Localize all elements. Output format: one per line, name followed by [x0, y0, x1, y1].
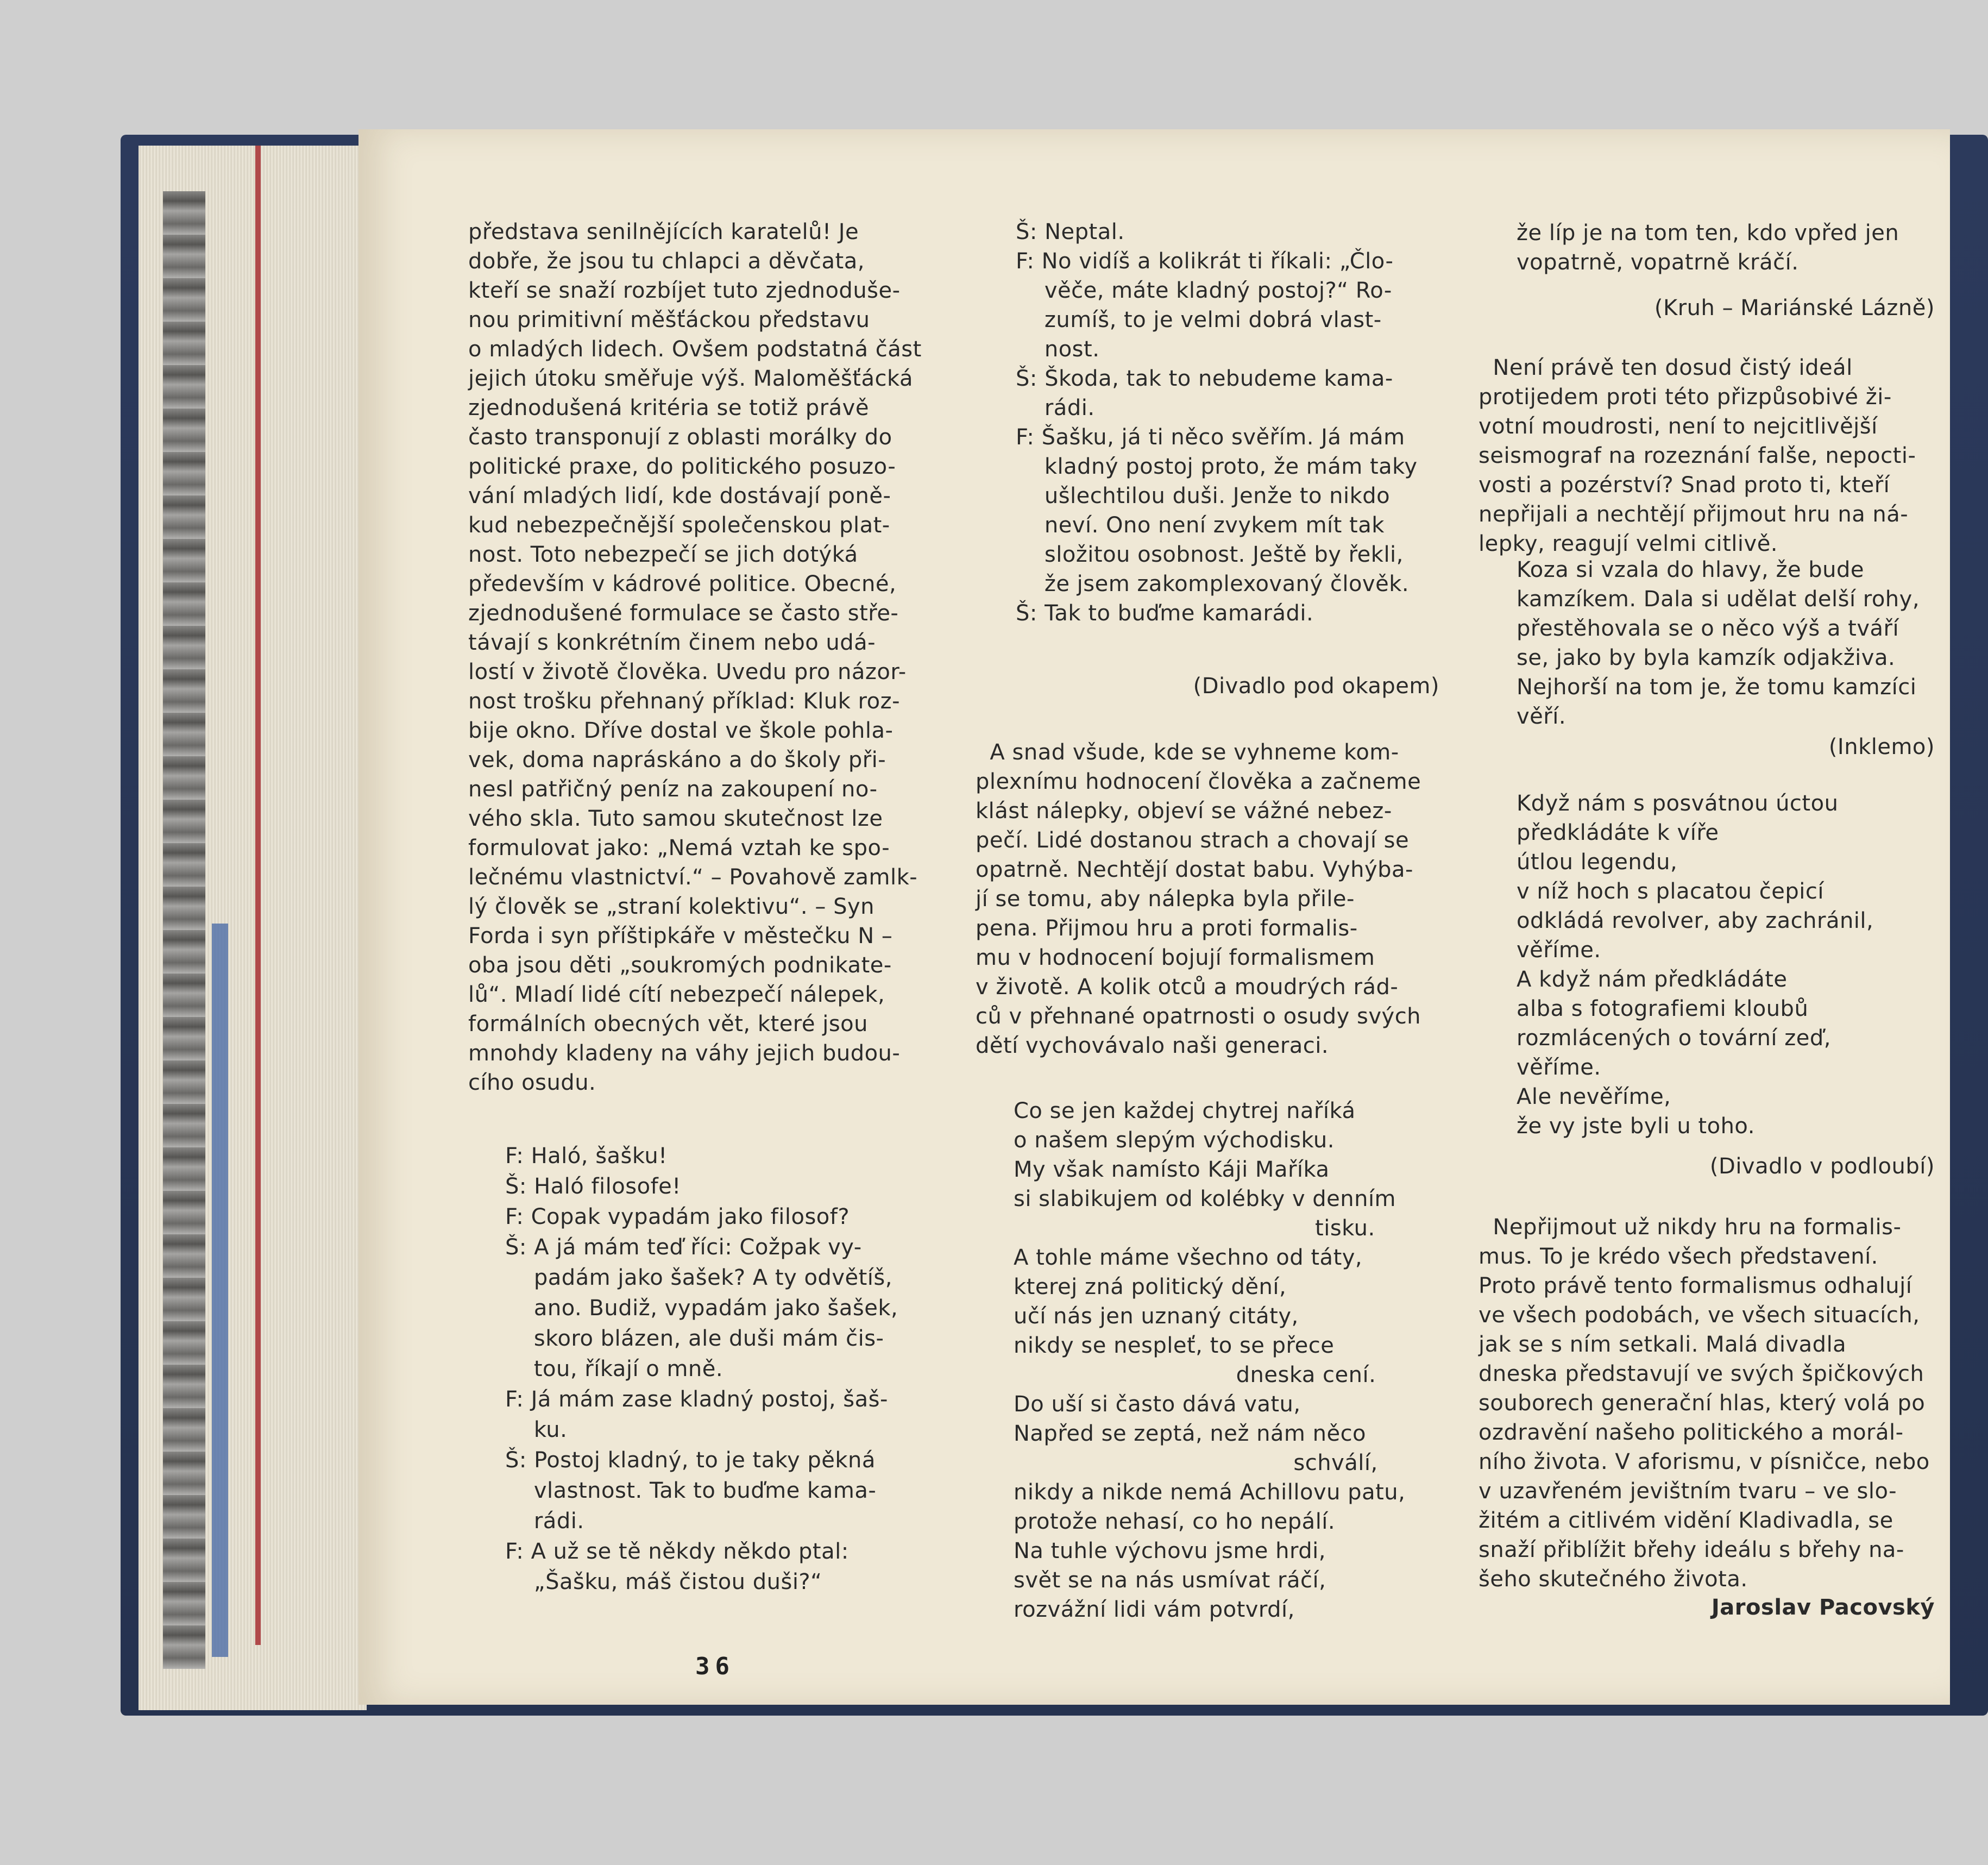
- col3-poem1: že líp je na tom ten, kdo vpřed jen vopatrně, vopatrně kráčí.: [1517, 221, 1899, 275]
- col3-paragraph1: Není právě ten dosud čistý ideál protijedem proti této přizpůsobivé ži- votní moudrosti, není to nejcitlivější seismograf na rozeznání falše, nepocti- vosti a pozérství? Snad proto ti, kteří nepřijali a nechtějí přijmout hru na ná- lepky, reagují velmi citlivě.: [1479, 355, 1916, 556]
- author-signature: Jaroslav Pacovský: [1711, 1595, 1935, 1620]
- col2-poem: Co se jen každej chytrej naříká o našem slepým východisku. My však namísto Káji Maříka si slabikujem od kolébky v denním tisku. A tohle máme všechno od táty, kterej zná politický dění, učí nás jen uznaný citáty, nikdy se nespleť, to se přece dneska cení. Do uší si často dává vatu, Napřed se zeptá, než nám něco schválí, nikdy a nikde nemá Achillovu patu, protože nehasí, co ho nepálí. Na tuhle výchovu jsme hrdi, svět se na nás usmívat ráčí, rozvážní lidi vám potvrdí,: [1014, 1098, 1406, 1622]
- col1-dialogue: F: Haló, šašku! Š: Haló filosofe! F: Copak vypadám jako filosof? Š: A já mám teď říci: Cožpak vy- padám jako šašek? A ty odvětíš, ano. Budiž, vypadám jako šašek, skoro blázen, ale duši mám čis- tou, říkají o mně. F: Já mám zase kladný postoj, šaš- ku. Š: Postoj kladný, to je taky pěkná vlastnost. Tak to buďme kama- rádi. F: A už se tě někdy někdo ptal: „Šašku, máš čistou duši?“: [505, 1144, 898, 1594]
- photo-strip: [163, 191, 205, 1669]
- blue-strip: [212, 924, 228, 1657]
- col2-paragraph: A snad všude, kde se vyhneme kom- plexnímu hodnocení člověka a začneme klást nálepky, objeví se vážné nebez- pečí. Lidé dostanou strach a chovají se opatrně. Nechtějí dostat babu. Vyhýba- jí se tomu, aby nálepka byla přile- pena. Přijmou hru a proti formalis- mu v hodnocení bojují formalismem v životě. A kolik otců a moudrých rád- ců v přehnané opatrnosti o osudy svých dětí vychovávalo naši generaci.: [976, 740, 1421, 1058]
- col3-source1: (Kruh – Mariánské Lázně): [1654, 296, 1935, 321]
- col3-paragraph2: Nepřijmout už nikdy hru na formalis- mus. To je krédo všech představení. Proto právě tento formalismus odhalují ve všech podobách, ve všech situacích, jak se s ním setkali. Malá divadla dneska představují ve svých špičkových souborech generační hlas, který volá po ozdravění našeho politického a morál- ního života. V aforismu, v písničce, nebo v uzavřeném jevištním tvaru – ve slo- žitém a citlivém vidění Kladivadla, se snaží přiblížit břehy ideálu s břehy na- šeho skutečného života.: [1479, 1215, 1930, 1592]
- col2-source1: (Divadlo pod okapem): [1193, 674, 1439, 699]
- col3-quote: Koza si vzala do hlavy, že bude kamzíkem. Dala si udělat delší rohy, přestěhovala se o něco výš a tváří se, jako by byla kamzík odjakživa. Nejhorší na tom je, že tomu kamzíci věří.: [1517, 557, 1920, 729]
- col3-source3: (Divadlo v podloubí): [1709, 1154, 1935, 1179]
- red-strip: [255, 146, 261, 1645]
- col1-paragraph: představa senilnějících karatelů! Je dobře, že jsou tu chlapci a děvčata, kteří se snaží rozbíjet tuto zjednoduše- nou primitivní měšťáckou představu o mladých lidech. Ovšem podstatná část jejich útoku směřuje výš. Maloměšťácká zjednodušená kritéria se totiž právě často transponují z oblasti morálky do politické praxe, do politického posuzo- vání mladých lidí, kde dostávají poně- kud nebezpečnější společenskou plat- nost. Toto nebezpečí se jich dotýká především v kádrové politice. Obecné, zjednodušené formulace se často stře- távají s konkrétním činem nebo udá- lostí v životě člověka. Uvedu pro názor- nost trošku přehnaný příklad: Kluk roz- bije okno. Dříve dostal ve škole pohla- vek, doma napráskáno a do školy při- nesl patřičný peníz na zakoupení no- vého skla. Tuto samou skutečnost lze formulovat jako: „Nemá vztah ke spo- lečnému vlastnictví.“ – Povahově zamlk- lý člověk se „straní kolektivu“. – Syn Forda i syn příštipkáře v městečku N – oba jsou děti „soukromých podnikate- lů“. Mladí lidé cítí nebezpečí nálepek, formálních obecných vět, které jsou mnohdy kladeny na váhy jejich budou- cího osudu.: [468, 219, 922, 1095]
- col3-poem2: Když nám s posvátnou úctou předkládáte k víře útlou legendu, v níž hoch s placatou čepicí odkládá revolver, aby zachránil, věříme. A když nám předkládáte alba s fotografiemi kloubů rozmlácených o tovární zeď, věříme. Ale nevěříme, že vy jste byli u toho.: [1517, 791, 1874, 1139]
- col3-source2: (Inklemo): [1828, 734, 1935, 759]
- col2-dialogue: Š: Neptal. F: No vidíš a kolikrát ti říkali: „Člo- věče, máte kladný postoj?“ Ro- zumíš, to je velmi dobrá vlast- nost. Š: Škoda, tak to nebudeme kama- rádi. F: Šašku, já ti něco svěřím. Já mám kladný postoj proto, že mám taky ušlechtilou duši. Jenže to nikdo neví. Ono není zvykem mít tak složitou osobnost. Ještě by řekli, že jsem zakomplexovaný člověk. Š: Tak to buďme kamarádi.: [1016, 219, 1418, 626]
- page-number: 36: [695, 1653, 735, 1680]
